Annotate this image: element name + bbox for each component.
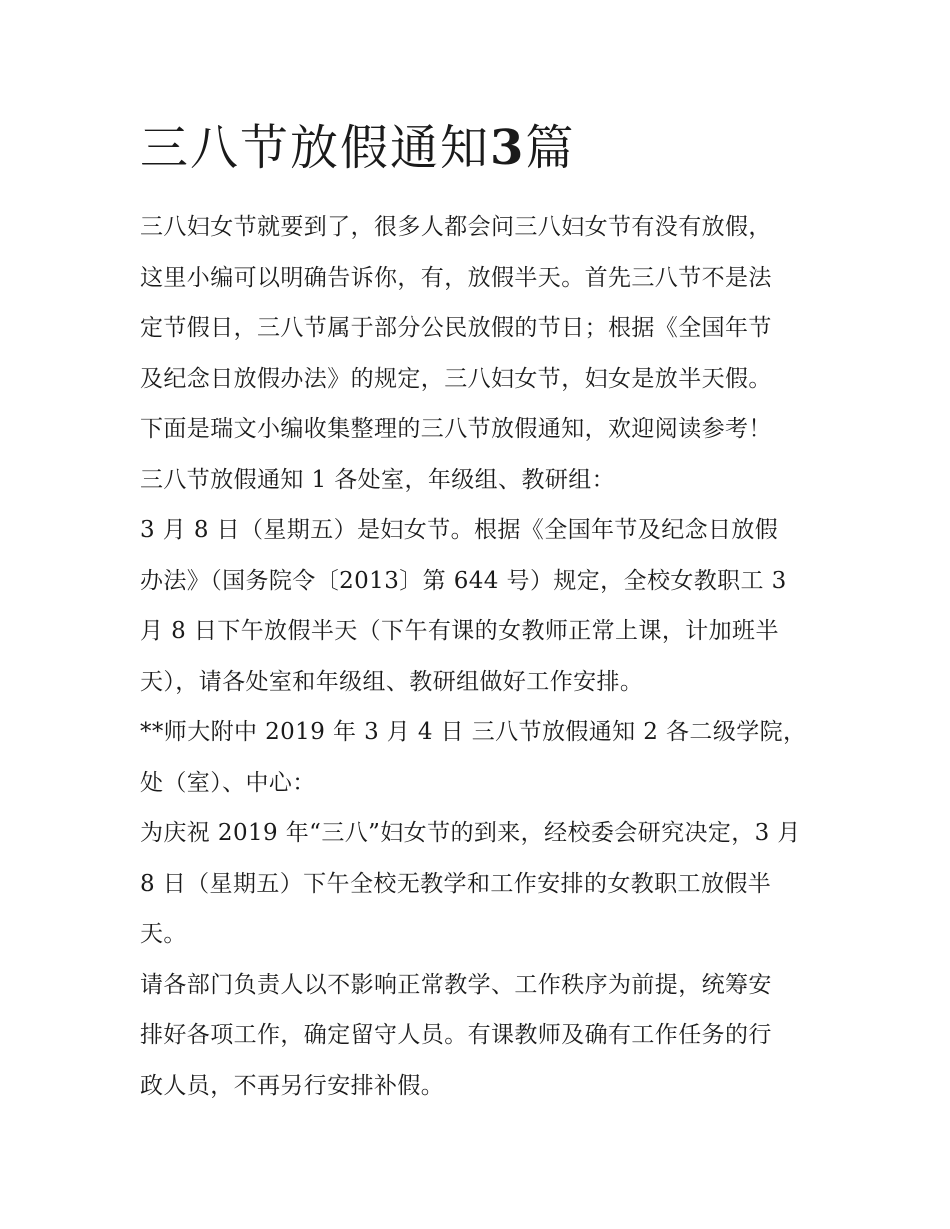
body-line: 排好各项工作，确定留守人员。有课教师及确有工作任务的行 bbox=[140, 1022, 772, 1048]
body-line: 处（室）、中心： bbox=[140, 769, 316, 796]
document-title bbox=[140, 118, 820, 178]
body-line: 这里小编可以明确告诉你，有，放假半天。首先三八节不是法 bbox=[140, 264, 772, 291]
body-line: 请各部门负责人以不影响正常教学、工作秩序为前提，统筹安 bbox=[140, 971, 772, 998]
title-number: 3 bbox=[490, 120, 526, 176]
document-body bbox=[140, 202, 812, 1111]
body-line: 办法》（国务院令〔2013〕第 644 号）规定，全校女教职工 3 bbox=[140, 567, 787, 594]
body-line: 月 8 日下午放假半天（下午有课的女教师正常上课，计加班半 bbox=[140, 618, 779, 644]
title-prefix: 三八节放假通知 bbox=[140, 120, 491, 176]
body-line: 3 月 8 日（星期五）是妇女节。根据《全国年节及纪念日放假 bbox=[140, 517, 779, 543]
body-line: 定节假日，三八节属于部分公民放假的节日；根据《全国年节 bbox=[140, 315, 772, 341]
body-line: 三八妇女节就要到了，很多人都会问三八妇女节有没有放假， bbox=[140, 214, 772, 240]
body-line: 为庆祝 2019 年“三八”妇女节的到来，经校委会研究决定，3 月 bbox=[140, 820, 801, 846]
body-line: 天），请各处室和年级组、教研组做好工作安排。 bbox=[140, 668, 644, 695]
body-line: **师大附中 2019 年 3 月 4 日 三八节放假通知 2 各二级学院， bbox=[140, 719, 807, 745]
title-suffix: 篇 bbox=[525, 120, 576, 176]
body-line: 三八节放假通知 1 各处室，年级组、教研组： bbox=[140, 466, 616, 493]
body-line: 及纪念日放假办法》的规定，三八妇女节，妇女是放半天假。 bbox=[140, 365, 772, 392]
body-line: 8 日（星期五）下午全校无教学和工作安排的女教职工放假半 bbox=[140, 870, 772, 897]
body-line: 天。 bbox=[140, 921, 187, 947]
body-line: 政人员，不再另行安排补假。 bbox=[140, 1072, 445, 1099]
body-line: 下面是瑞文小编收集整理的三八节放假通知，欢迎阅读参考！ bbox=[140, 416, 772, 442]
